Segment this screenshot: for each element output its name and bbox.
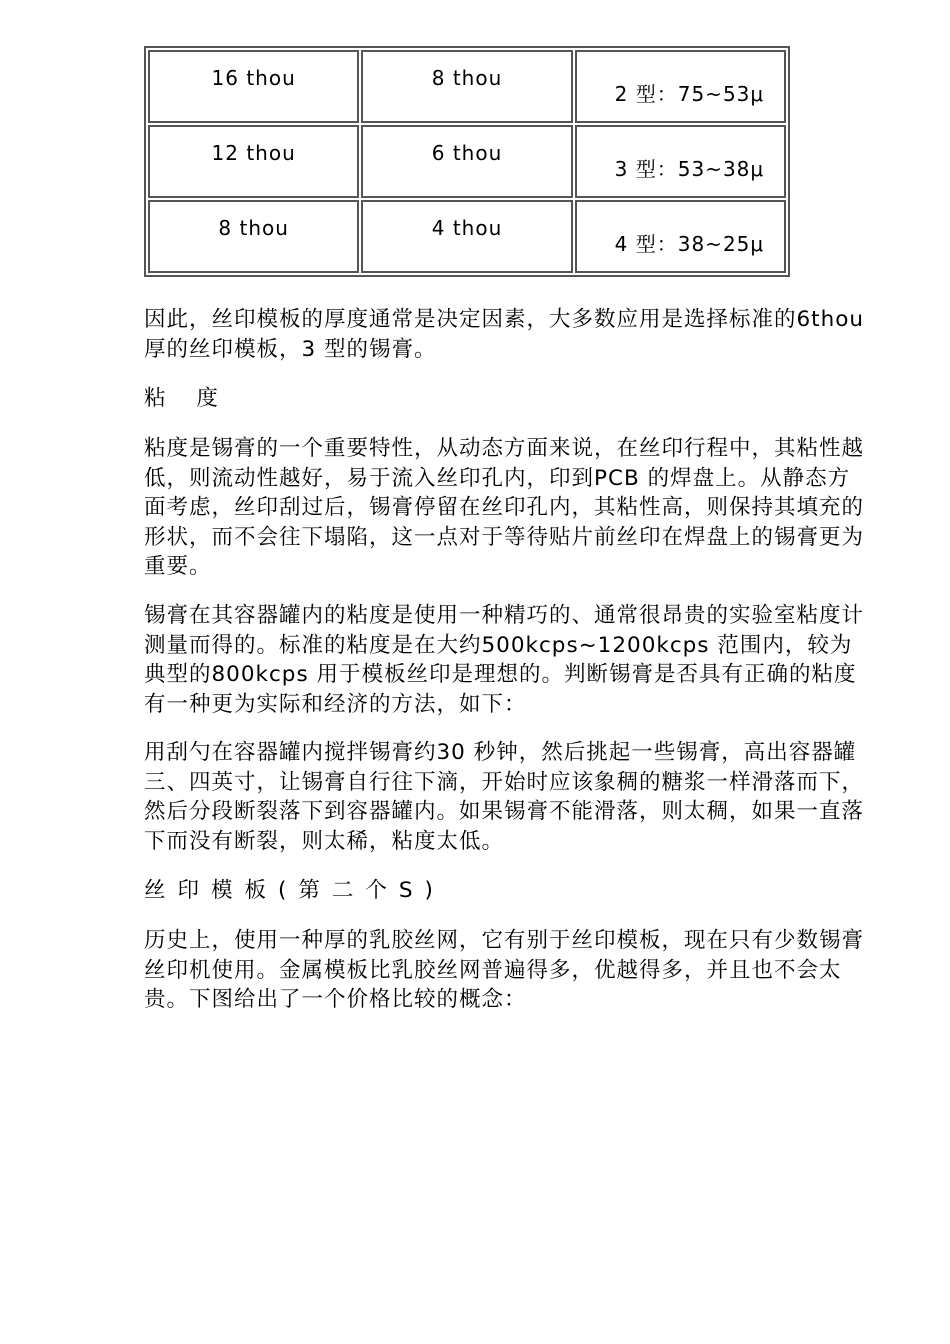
table-cell: [148, 50, 359, 123]
table-cell: [575, 50, 786, 123]
table-cell: [361, 125, 572, 198]
cell-text: 12 thou: [211, 141, 296, 165]
cell-text: 6 thou: [431, 141, 503, 165]
table-row: [148, 50, 786, 123]
cell-text: 8 thou: [218, 216, 289, 240]
cell-text: 8 thou: [431, 66, 503, 90]
stencil-paragraph-1: 历史上，使用一种厚的乳胶丝网，它有别于丝印模板，现在只有少数锡膏丝印机使用。金属模板比乳胶丝网普遍得多，优越得多，并且也不会太贵。下图给出了一个价格比较的概念：: [144, 928, 865, 1012]
table-row: [148, 125, 786, 198]
cell-text: 4 型：38~25μ: [614, 232, 765, 256]
table-cell: [575, 125, 786, 198]
table-row: [148, 200, 786, 273]
table-cell: [361, 200, 572, 273]
stencil-heading: 丝印模板(第二个S): [144, 878, 445, 903]
table-cell: [148, 125, 359, 198]
cell-text: 16 thou: [211, 66, 296, 90]
viscosity-paragraph-3: 用刮勺在容器罐内搅拌锡膏约30 秒钟，然后挑起一些锡膏，高出容器罐三、四英寸，让锡膏自行往下滴，开始时应该象稠的糖浆一样滑落而下，然后分段断裂落下到容器罐内。如果锡膏不能滑落，则太稠，如果一直落下而没有断裂，则太稀，粘度太低。: [144, 740, 865, 854]
table-cell: [148, 200, 359, 273]
table-cell: [361, 50, 572, 123]
table-cell: [575, 200, 786, 273]
cell-text: 2 型：75~53μ: [614, 82, 765, 106]
viscosity-paragraph-2: 锡膏在其容器罐内的粘度是使用一种精巧的、通常很昂贵的实验室粘度计测量而得的。标准的粘度是在大约500kcps~1200kcps 范围内，较为典型的800kcps 用于模板丝印是理想的。判断锡膏是否具有正确的粘度有一种更为实际和经济的方法，如下：: [144, 603, 865, 717]
cell-text: 3 型：53~38μ: [614, 157, 765, 181]
particle-size-table: [144, 46, 790, 277]
conclusion-paragraph: 因此，丝印模板的厚度通常是决定因素，大多数应用是选择标准的6thou 厚的丝印模板，3 型的锡膏。: [144, 307, 865, 362]
cell-text: 4 thou: [431, 216, 503, 240]
viscosity-heading: 粘 度: [144, 386, 230, 411]
viscosity-paragraph-1: 粘度是锡膏的一个重要特性，从动态方面来说，在丝印行程中，其粘性越低，则流动性越好，易于流入丝印孔内，印到PCB 的焊盘上。从静态方面考虑，丝印刮过后，锡膏停留在丝印孔内，其粘性高，则保持其填充的形状，而不会往下塌陷，这一点对于等待贴片前丝印在焊盘上的锡膏更为重要。: [144, 436, 865, 579]
